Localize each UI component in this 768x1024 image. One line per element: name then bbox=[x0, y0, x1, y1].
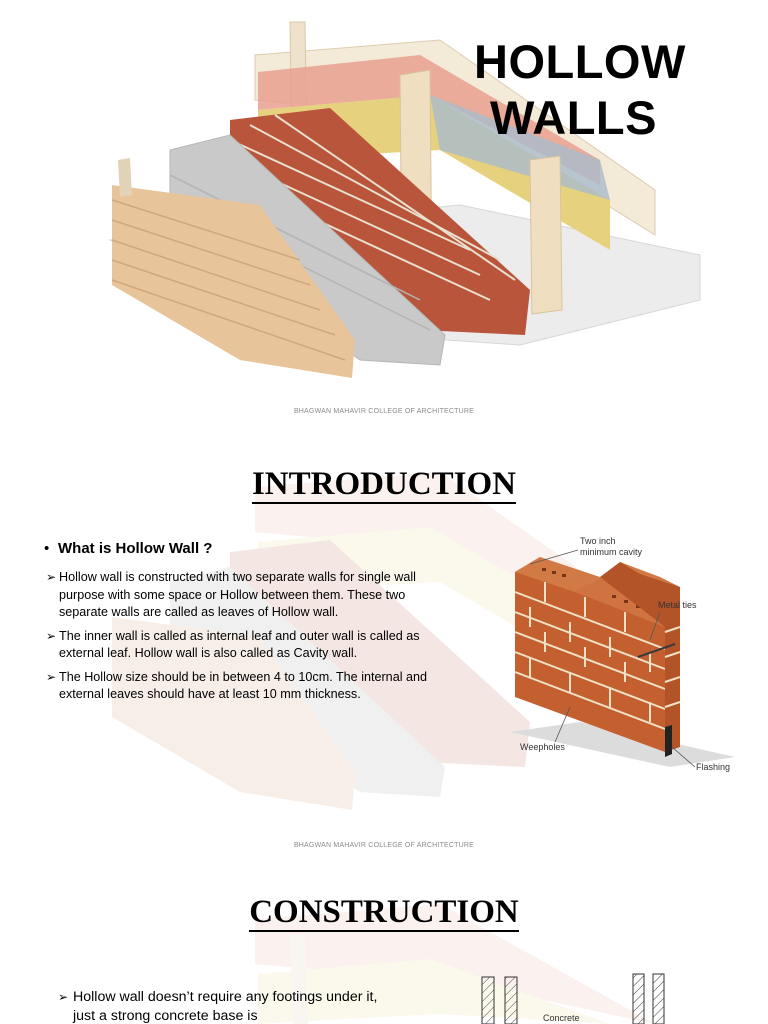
question-text: What is Hollow Wall ? bbox=[58, 540, 213, 557]
section-left bbox=[482, 977, 517, 1024]
heading-introduction: INTRODUCTION bbox=[251, 466, 517, 502]
slide-footer: BHAGWAN MAHAVIR COLLEGE OF ARCHITECTURE bbox=[293, 408, 475, 415]
slide-construction bbox=[0, 864, 768, 1024]
label-metal-ties: Metal ties bbox=[658, 600, 697, 610]
title-line-1: HOLLOW bbox=[474, 35, 686, 88]
slide-title bbox=[0, 0, 768, 432]
arrow-bullet-icon: ➢ bbox=[46, 570, 57, 584]
hollow-wall-section-diagram bbox=[455, 969, 695, 1024]
list-item: ➢ The Hollow size should be in between 4 to 10cm. The internal and external leaves should have at least 10 mm thickness. bbox=[46, 669, 428, 701]
arrow-bullet-icon: ➢ bbox=[58, 990, 69, 1004]
label-weepholes: Weepholes bbox=[520, 742, 565, 752]
construction-points-list bbox=[58, 988, 388, 1024]
slide-title-text bbox=[474, 34, 686, 146]
arrow-bullet-icon: ➢ bbox=[46, 669, 57, 684]
label-cavity-line2: minimum cavity bbox=[580, 547, 643, 557]
section-right bbox=[633, 974, 664, 1024]
slide-introduction bbox=[0, 432, 768, 864]
label-flashing: Flashing bbox=[696, 762, 731, 772]
list-item: ➢ The inner wall is called as internal leaf and outer wall is called as external leaf. Hollow wall is also called as Cavity wall. bbox=[46, 628, 420, 660]
list-item: ➢ Hollow wall doesn’t require any footings under it, just a strong concrete base is bbox=[58, 989, 378, 1024]
intro-points-list bbox=[46, 569, 446, 710]
label-cavity-line1: Two inch bbox=[580, 536, 616, 546]
arrow-bullet-icon: ➢ bbox=[46, 628, 57, 643]
bullet-marker: • bbox=[44, 540, 50, 557]
question-bullet bbox=[44, 540, 212, 557]
title-line-2: WALLS bbox=[490, 91, 657, 144]
slide-heading bbox=[0, 894, 768, 931]
cavity-wall-diagram bbox=[500, 532, 768, 782]
slide-footer: BHAGWAN MAHAVIR COLLEGE OF ARCHITECTURE bbox=[293, 842, 475, 849]
heading-construction: CONSTRUCTION bbox=[249, 894, 519, 930]
slide-heading bbox=[0, 466, 768, 503]
label-concrete: Concrete bbox=[543, 1013, 580, 1023]
list-item: ➢ Hollow wall is constructed with two separate walls for single wall purpose with some space or Hollow between them. These two separate walls are called as leaves of Hollow wall. bbox=[46, 570, 416, 619]
